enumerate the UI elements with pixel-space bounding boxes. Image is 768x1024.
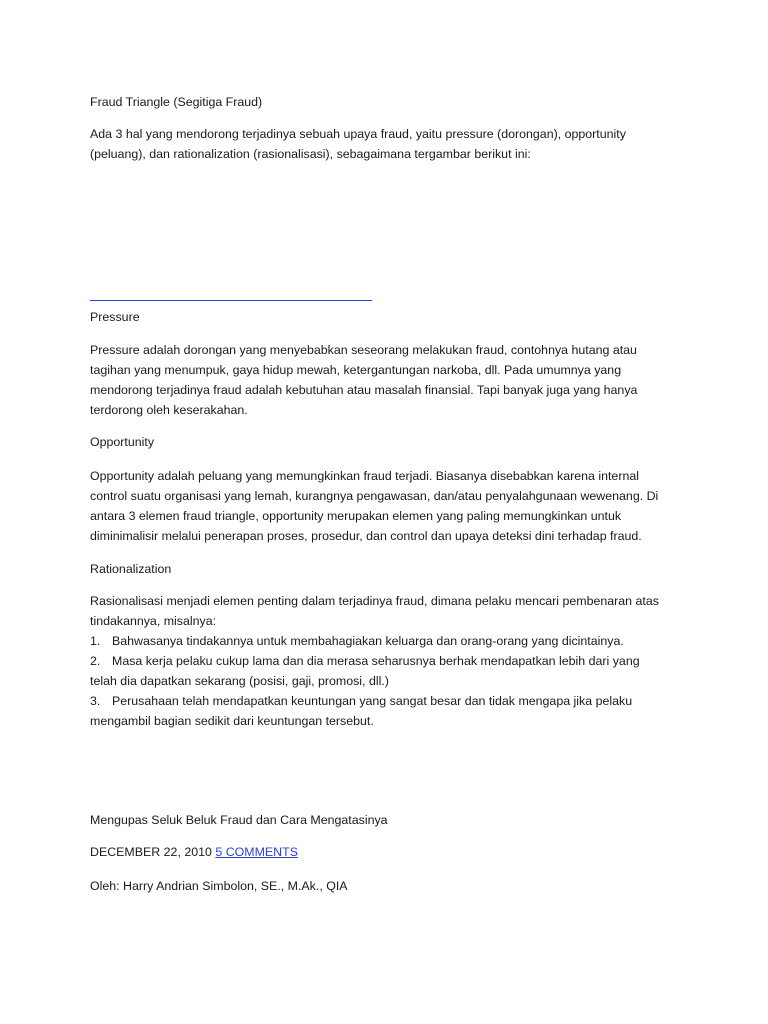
- list-number: 1.: [90, 634, 101, 648]
- paragraph-line: Opportunity adalah peluang yang memungkinkan fraud terjadi. Biasanya disebabkan karena internal: [90, 469, 639, 483]
- list-number: 3.: [90, 694, 101, 708]
- article-date: DECEMBER 22, 2010: [90, 845, 212, 859]
- paragraph-line: antara 3 elemen fraud triangle, opportunity merupakan elemen yang paling memungkinkan untuk: [90, 509, 622, 523]
- list-item: [90, 631, 690, 651]
- pressure-paragraph: [90, 340, 690, 420]
- paragraph-line: Pressure adalah dorongan yang menyebabkan seseorang melakukan fraud, contohnya hutang atau: [90, 343, 637, 357]
- list-item: [90, 651, 690, 671]
- image-placeholder-underline: [90, 300, 372, 301]
- article-meta: [90, 842, 690, 862]
- paragraph-line: Rasionalisasi menjadi elemen penting dalam terjadinya fraud, dimana pelaku mencari pembenaran atas: [90, 594, 659, 608]
- list-text: Perusahaan telah mendapatkan keuntungan yang sangat besar dan tidak mengapa jika pelaku: [112, 694, 633, 708]
- list-item: [90, 691, 690, 711]
- intro-paragraph: [90, 124, 690, 164]
- list-continuation: telah dia dapatkan sekarang (posisi, gaji, promosi, dll.): [90, 674, 389, 688]
- list-text: Masa kerja pelaku cukup lama dan dia merasa seharusnya berhak mendapatkan lebih dari yang: [112, 654, 640, 668]
- section-title: Fraud Triangle (Segitiga Fraud): [90, 95, 263, 109]
- intro-line: (peluang), dan rationalization (rasionalisasi), sebagaimana tergambar berikut ini:: [90, 147, 531, 161]
- rationalization-paragraph: [90, 591, 690, 731]
- list-number: 2.: [90, 654, 101, 668]
- pressure-heading: Pressure: [90, 310, 140, 324]
- comments-link[interactable]: 5 COMMENTS: [215, 845, 298, 859]
- paragraph-line: control suatu organisasi yang lemah, kurangnya pengawasan, dan/atau penyalahgunaan wewenang. Di: [90, 489, 659, 503]
- opportunity-heading: Opportunity: [90, 435, 155, 449]
- paragraph-line: diminimalisir melalui penerapan proses, prosedur, dan control dan upaya deteksi dini terhadap fraud.: [90, 529, 642, 543]
- list-continuation: mengambil bagian sedikit dari keuntungan tersebut.: [90, 714, 374, 728]
- paragraph-line: tagihan yang menumpuk, gaya hidup mewah, ketergantungan narkoba, dll. Pada umumnya yang: [90, 363, 622, 377]
- list-text: Bahwasanya tindakannya untuk membahagiakan keluarga dan orang-orang yang dicintainya.: [112, 634, 624, 648]
- intro-line: Ada 3 hal yang mendorong terjadinya sebuah upaya fraud, yaitu pressure (dorongan), opportunity: [90, 127, 626, 141]
- rationalization-heading: Rationalization: [90, 562, 172, 576]
- paragraph-line: mendorong terjadinya fraud adalah kebutuhan atau masalah finansial. Tapi banyak juga yang hanya: [90, 383, 638, 397]
- paragraph-line: terdorong oleh keserakahan.: [90, 403, 248, 417]
- paragraph-line: tindakannya, misalnya:: [90, 614, 217, 628]
- article-author: Oleh: Harry Andrian Simbolon, SE., M.Ak., QIA: [90, 879, 348, 893]
- article-title: Mengupas Seluk Beluk Fraud dan Cara Mengatasinya: [90, 813, 388, 827]
- opportunity-paragraph: [90, 466, 690, 546]
